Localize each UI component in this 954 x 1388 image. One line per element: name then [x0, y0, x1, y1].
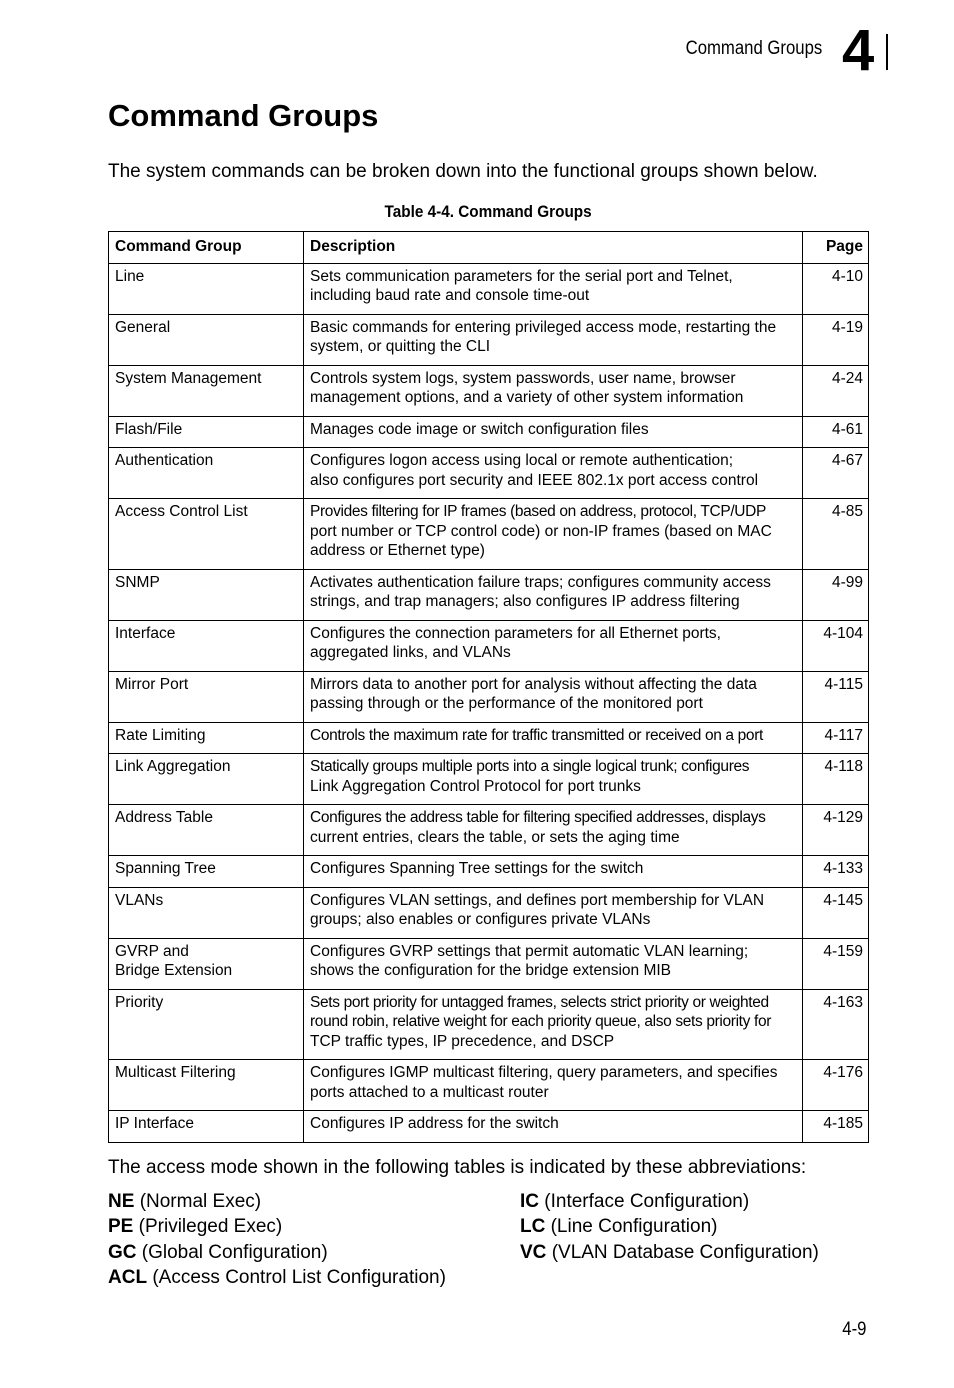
command-group-name: Rate Limiting: [115, 726, 206, 744]
abbreviation-code: VC: [520, 1241, 547, 1263]
table-row: [109, 887, 869, 938]
description-line: Configures the address table for filtering specified addresses, displays: [310, 809, 766, 826]
description-cell: [304, 499, 803, 570]
abbreviation-item: [108, 1214, 446, 1239]
description-cell: [304, 416, 803, 448]
table-row: [109, 989, 869, 1060]
abbreviation-meaning: (Privileged Exec): [138, 1216, 283, 1238]
table-row: [109, 754, 869, 805]
table-row: [109, 263, 869, 314]
description-cell: [304, 671, 803, 722]
description-line: Configures VLAN settings, and defines port membership for VLAN: [310, 891, 765, 909]
description-line: current entries, clears the table, or sets the aging time: [310, 828, 680, 846]
description-line: Statically groups multiple ports into a single logical trunk; configures: [310, 758, 750, 775]
description-line: Link Aggregation Control Protocol for port trunks: [310, 777, 641, 795]
abbreviation-item: [108, 1265, 446, 1290]
description-line: Configures the connection parameters for all Ethernet ports,: [310, 624, 721, 642]
page-reference-cell: 4-133: [803, 856, 869, 888]
page-reference-cell: 4-115: [803, 671, 869, 722]
page-reference-cell: 4-85: [803, 499, 869, 570]
description-line: shows the configuration for the bridge extension MIB: [310, 962, 672, 979]
description-line: Configures logon access using local or remote authentication;: [310, 452, 734, 469]
command-group-name: SNMP: [115, 573, 160, 591]
abbreviation-code: PE: [108, 1216, 134, 1238]
description-line: ports attached to a multicast router: [310, 1083, 549, 1101]
chapter-rule: [886, 34, 888, 70]
column-header-page: Page: [803, 232, 869, 264]
page-reference-cell: 4-61: [803, 416, 869, 448]
command-group-cell: [109, 938, 304, 989]
description-cell: [304, 754, 803, 805]
table-header-row: [109, 232, 869, 264]
description-cell: [304, 1060, 803, 1111]
page-reference-cell: 4-163: [803, 989, 869, 1060]
command-group-cell: [109, 569, 304, 620]
command-group-cell: [109, 416, 304, 448]
page-reference-cell: 4-118: [803, 754, 869, 805]
description-line: including baud rate and console time-out: [310, 287, 590, 304]
description-line: system, or quitting the CLI: [310, 338, 491, 355]
command-group-name: Interface: [115, 624, 176, 642]
command-group-cell: [109, 856, 304, 888]
abbreviation-meaning: (VLAN Database Configuration): [551, 1241, 819, 1263]
command-group-cell: [109, 887, 304, 938]
command-group-name: GVRP and: [115, 942, 189, 960]
command-group-name: Spanning Tree: [115, 860, 216, 877]
table-row: [109, 1060, 869, 1111]
description-cell: [304, 448, 803, 499]
description-cell: [304, 1111, 803, 1143]
description-line: Configures GVRP settings that permit automatic VLAN learning;: [310, 942, 749, 960]
command-group-name: Flash/File: [115, 420, 183, 438]
table-row: [109, 314, 869, 365]
command-group-name: Priority: [115, 993, 164, 1011]
command-groups-table: [108, 231, 869, 1143]
description-cell: [304, 938, 803, 989]
page-number: 4-9: [841, 1319, 866, 1340]
command-group-name: System Management: [115, 369, 262, 387]
command-group-cell: [109, 805, 304, 856]
page-reference-cell: 4-24: [803, 365, 869, 416]
abbreviations-left-column: [108, 1189, 446, 1291]
page-reference-cell: 4-104: [803, 620, 869, 671]
description-cell: [304, 856, 803, 888]
page-reference-cell: 4-159: [803, 938, 869, 989]
table-caption: Table 4-4. Command Groups: [384, 202, 592, 221]
command-group-name: Address Table: [115, 809, 213, 826]
abbreviation-code: GC: [108, 1241, 137, 1263]
description-cell: [304, 722, 803, 754]
page-reference-cell: 4-117: [803, 722, 869, 754]
command-group-cell: [109, 499, 304, 570]
page-reference-cell: 4-19: [803, 314, 869, 365]
column-header-description: Description: [304, 232, 803, 264]
page-reference-cell: 4-185: [803, 1111, 869, 1143]
running-title: Command Groups: [685, 38, 822, 59]
table-row: [109, 805, 869, 856]
description-cell: [304, 887, 803, 938]
description-line: Configures IGMP multicast filtering, query parameters, and specifies: [310, 1064, 778, 1081]
abbreviation-meaning: (Normal Exec): [139, 1191, 262, 1212]
command-group-cell: [109, 1060, 304, 1111]
description-cell: [304, 805, 803, 856]
command-group-cell: [109, 722, 304, 754]
abbreviation-code: IC: [520, 1191, 539, 1212]
abbreviation-meaning: (Global Configuration): [141, 1241, 328, 1263]
page-reference-cell: 4-145: [803, 887, 869, 938]
description-cell: [304, 314, 803, 365]
command-group-cell: [109, 671, 304, 722]
table-body: [109, 263, 869, 1142]
description-line: Basic commands for entering privileged access mode, restarting the: [310, 318, 777, 336]
intro-paragraph: The system commands can be broken down into the functional groups shown below.: [108, 161, 818, 182]
abbreviation-item: [520, 1214, 819, 1239]
command-group-name: Authentication: [115, 452, 214, 469]
description-line: also configures port security and IEEE 802.1x port access control: [310, 471, 759, 489]
command-group-name: VLANs: [115, 891, 164, 909]
description-line: Configures IP address for the switch: [310, 1115, 559, 1132]
description-line: management options, and a variety of other system information: [310, 389, 744, 406]
command-group-cell: [109, 448, 304, 499]
abbreviation-meaning: (Line Configuration): [550, 1216, 718, 1238]
table-row: [109, 416, 869, 448]
description-line: Manages code image or switch configuration files: [310, 420, 649, 438]
command-group-name: Access Control List: [115, 503, 248, 520]
description-line: Configures Spanning Tree settings for the switch: [310, 860, 644, 877]
page-reference-cell: 4-10: [803, 263, 869, 314]
abbreviation-code: NE: [108, 1191, 135, 1212]
command-group-name: Mirror Port: [115, 675, 189, 693]
table-row: [109, 1111, 869, 1143]
abbreviation-code: LC: [520, 1216, 546, 1238]
description-line: aggregated links, and VLANs: [310, 644, 511, 661]
command-group-cell: [109, 1111, 304, 1143]
table-row: [109, 499, 869, 570]
page-reference-cell: 4-129: [803, 805, 869, 856]
table-row: [109, 938, 869, 989]
description-line: Controls the maximum rate for traffic transmitted or received on a port: [310, 726, 763, 744]
description-line: TCP traffic types, IP precedence, and DSCP: [310, 1032, 615, 1050]
abbreviations-intro: The access mode shown in the following tables is indicated by these abbreviations:: [108, 1157, 807, 1178]
description-line: Sets port priority for untagged frames, selects strict priority or weighted: [310, 993, 769, 1011]
column-header-command-group: Command Group: [109, 232, 304, 264]
command-group-name: IP Interface: [115, 1115, 194, 1132]
description-cell: [304, 569, 803, 620]
abbreviation-item: [108, 1189, 446, 1214]
description-line: groups; also enables or configures private VLANs: [310, 911, 651, 928]
table-row: [109, 671, 869, 722]
page-reference-cell: 4-176: [803, 1060, 869, 1111]
description-line: Sets communication parameters for the serial port and Telnet,: [310, 267, 733, 285]
page-reference-cell: 4-99: [803, 569, 869, 620]
command-group-cell: [109, 989, 304, 1060]
table-row: [109, 722, 869, 754]
abbreviation-meaning: (Access Control List Configuration): [152, 1267, 446, 1289]
table-row: [109, 448, 869, 499]
table-row: [109, 365, 869, 416]
description-line: passing through or the performance of the monitored port: [310, 695, 703, 712]
description-line: Activates authentication failure traps; configures community access: [310, 573, 771, 591]
description-line: Mirrors data to another port for analysis without affecting the data: [310, 675, 757, 693]
page-title: Command Groups: [108, 98, 379, 133]
description-line: round robin, relative weight for each priority queue, also sets priority for: [310, 1013, 772, 1030]
command-group-name: Multicast Filtering: [115, 1064, 236, 1081]
command-group-cell: [109, 263, 304, 314]
abbreviation-item: [108, 1240, 446, 1265]
abbreviation-item: [520, 1189, 819, 1214]
command-group-cell: [109, 365, 304, 416]
description-line: address or Ethernet type): [310, 542, 485, 559]
description-line: strings, and trap managers; also configures IP address filtering: [310, 593, 740, 610]
abbreviations-right-column: [520, 1189, 819, 1265]
abbreviation-item: [520, 1240, 819, 1265]
description-line: Controls system logs, system passwords, user name, browser: [310, 369, 736, 387]
table-row: [109, 856, 869, 888]
abbreviation-code: ACL: [108, 1267, 148, 1289]
description-cell: [304, 620, 803, 671]
description-cell: [304, 263, 803, 314]
command-group-name: Link Aggregation: [115, 758, 231, 775]
description-cell: [304, 365, 803, 416]
command-group-name: Bridge Extension: [115, 962, 233, 979]
description-cell: [304, 989, 803, 1060]
table-row: [109, 620, 869, 671]
description-line: port number or TCP control code) or non-IP frames (based on MAC: [310, 522, 772, 540]
command-group-cell: [109, 314, 304, 365]
command-group-cell: [109, 620, 304, 671]
abbreviation-meaning: (Interface Configuration): [544, 1191, 750, 1212]
table-row: [109, 569, 869, 620]
chapter-number: 4: [842, 18, 875, 83]
description-line: Provides filtering for IP frames (based on address, protocol, TCP/UDP: [310, 503, 766, 520]
command-group-name: Line: [115, 267, 145, 285]
page-reference-cell: 4-67: [803, 448, 869, 499]
command-group-cell: [109, 754, 304, 805]
command-group-name: General: [115, 318, 171, 336]
